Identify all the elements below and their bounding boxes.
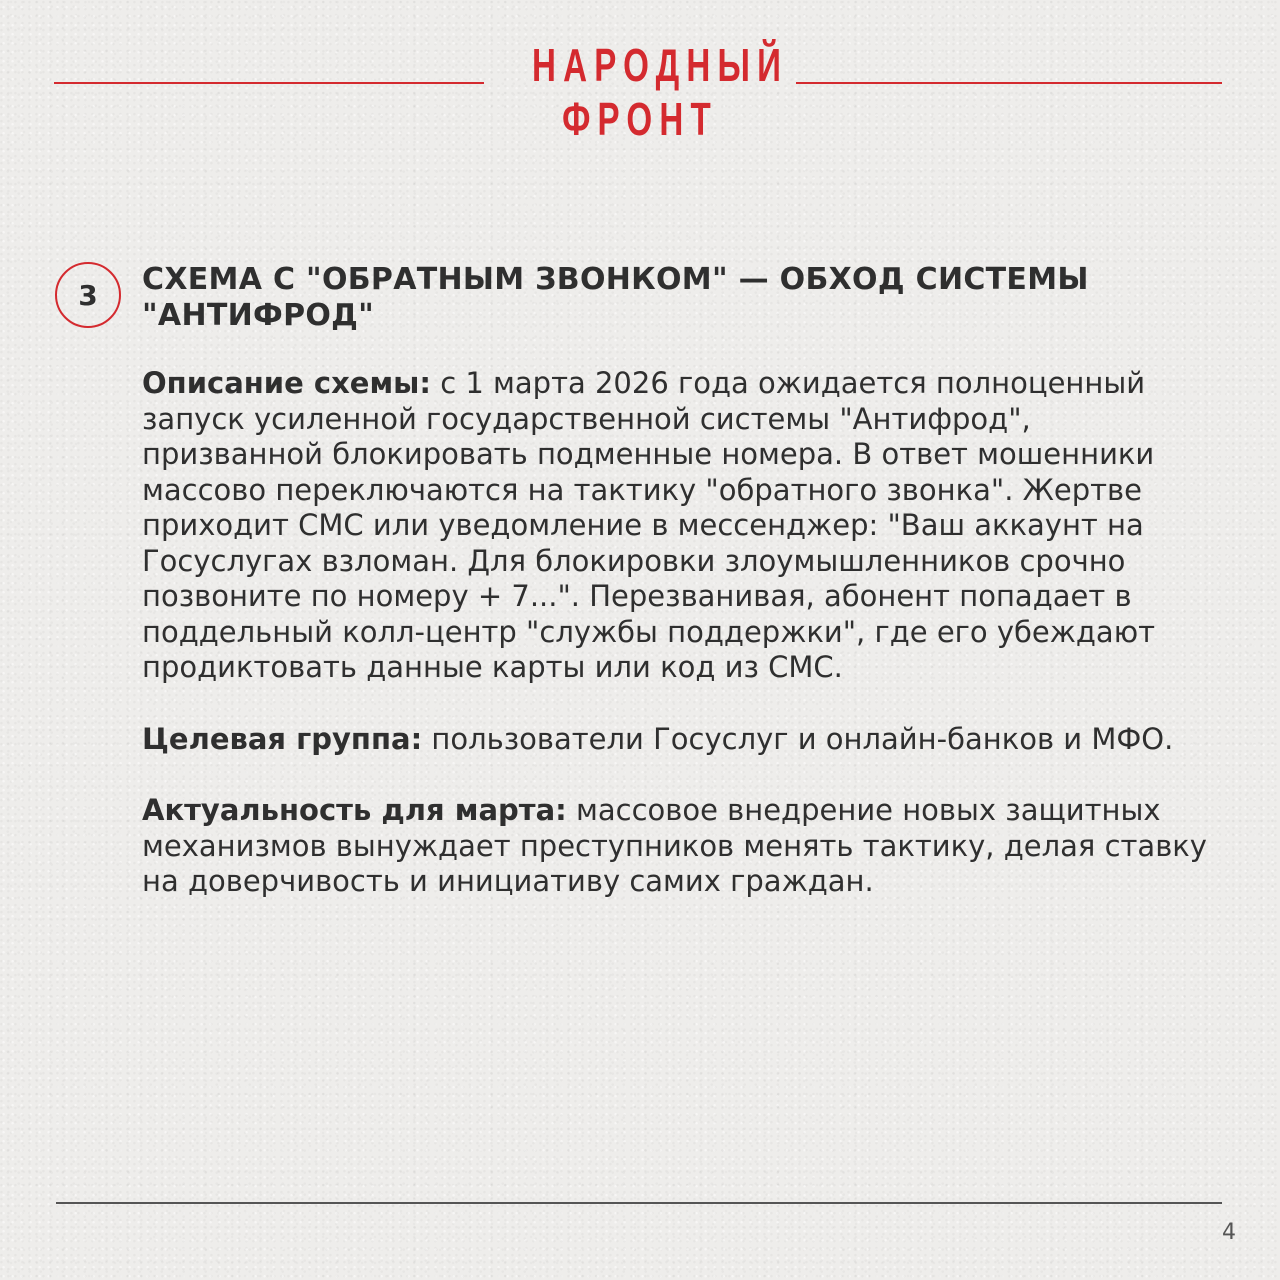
relevance-label: Актуальность для марта: [142,793,567,827]
description-text: с 1 марта 2026 года ожидается полноценный запуск усиленной государственной системы "Антифрод", призванной блокировать подменные номера. В ответ мошенники массово переключаются на тактику "обратного звонка". Жертве приходит СМС или уведомление в мессенджер: "Ваш аккаунт на Госуслугах взломан. Для блокировки злоумышленников срочно позвоните по номеру + 7...". Перезванивая, абонент попадает в поддельный колл-центр "службы поддержки", где его убеждают продиктовать данные карты или код из СМС. [142,366,1156,684]
header-rule-left [54,82,484,84]
logo-line-1: НАРОДНЫЙ [532,39,789,91]
section-title: СХЕМА С "ОБРАТНЫМ ЗВОНКОМ" — ОБХОД СИСТЕМЫ "АНТИФРОД" [142,262,1089,333]
target-group-text: пользователи Госуслуг и онлайн-банков и МФО. [422,721,1174,756]
target-group-label: Целевая группа: [142,721,423,756]
page-number: 4 [1222,1220,1236,1245]
relevance-text: массовое внедрение новых защитных механизмов вынуждает преступников менять тактику, делая ставку на доверчивость и инициативу самих граждан. [142,793,1207,898]
description-label: Описание схемы: [142,366,431,400]
description-paragraph [142,366,1220,686]
header-rule-right [796,82,1222,84]
logo [490,38,790,146]
footer-rule [56,1202,1222,1204]
target-group-paragraph [142,722,1220,758]
section-content [142,366,1220,936]
logo-line-2: ФРОНТ [562,93,718,145]
section-number-badge: 3 [55,262,121,328]
relevance-paragraph [142,793,1220,900]
